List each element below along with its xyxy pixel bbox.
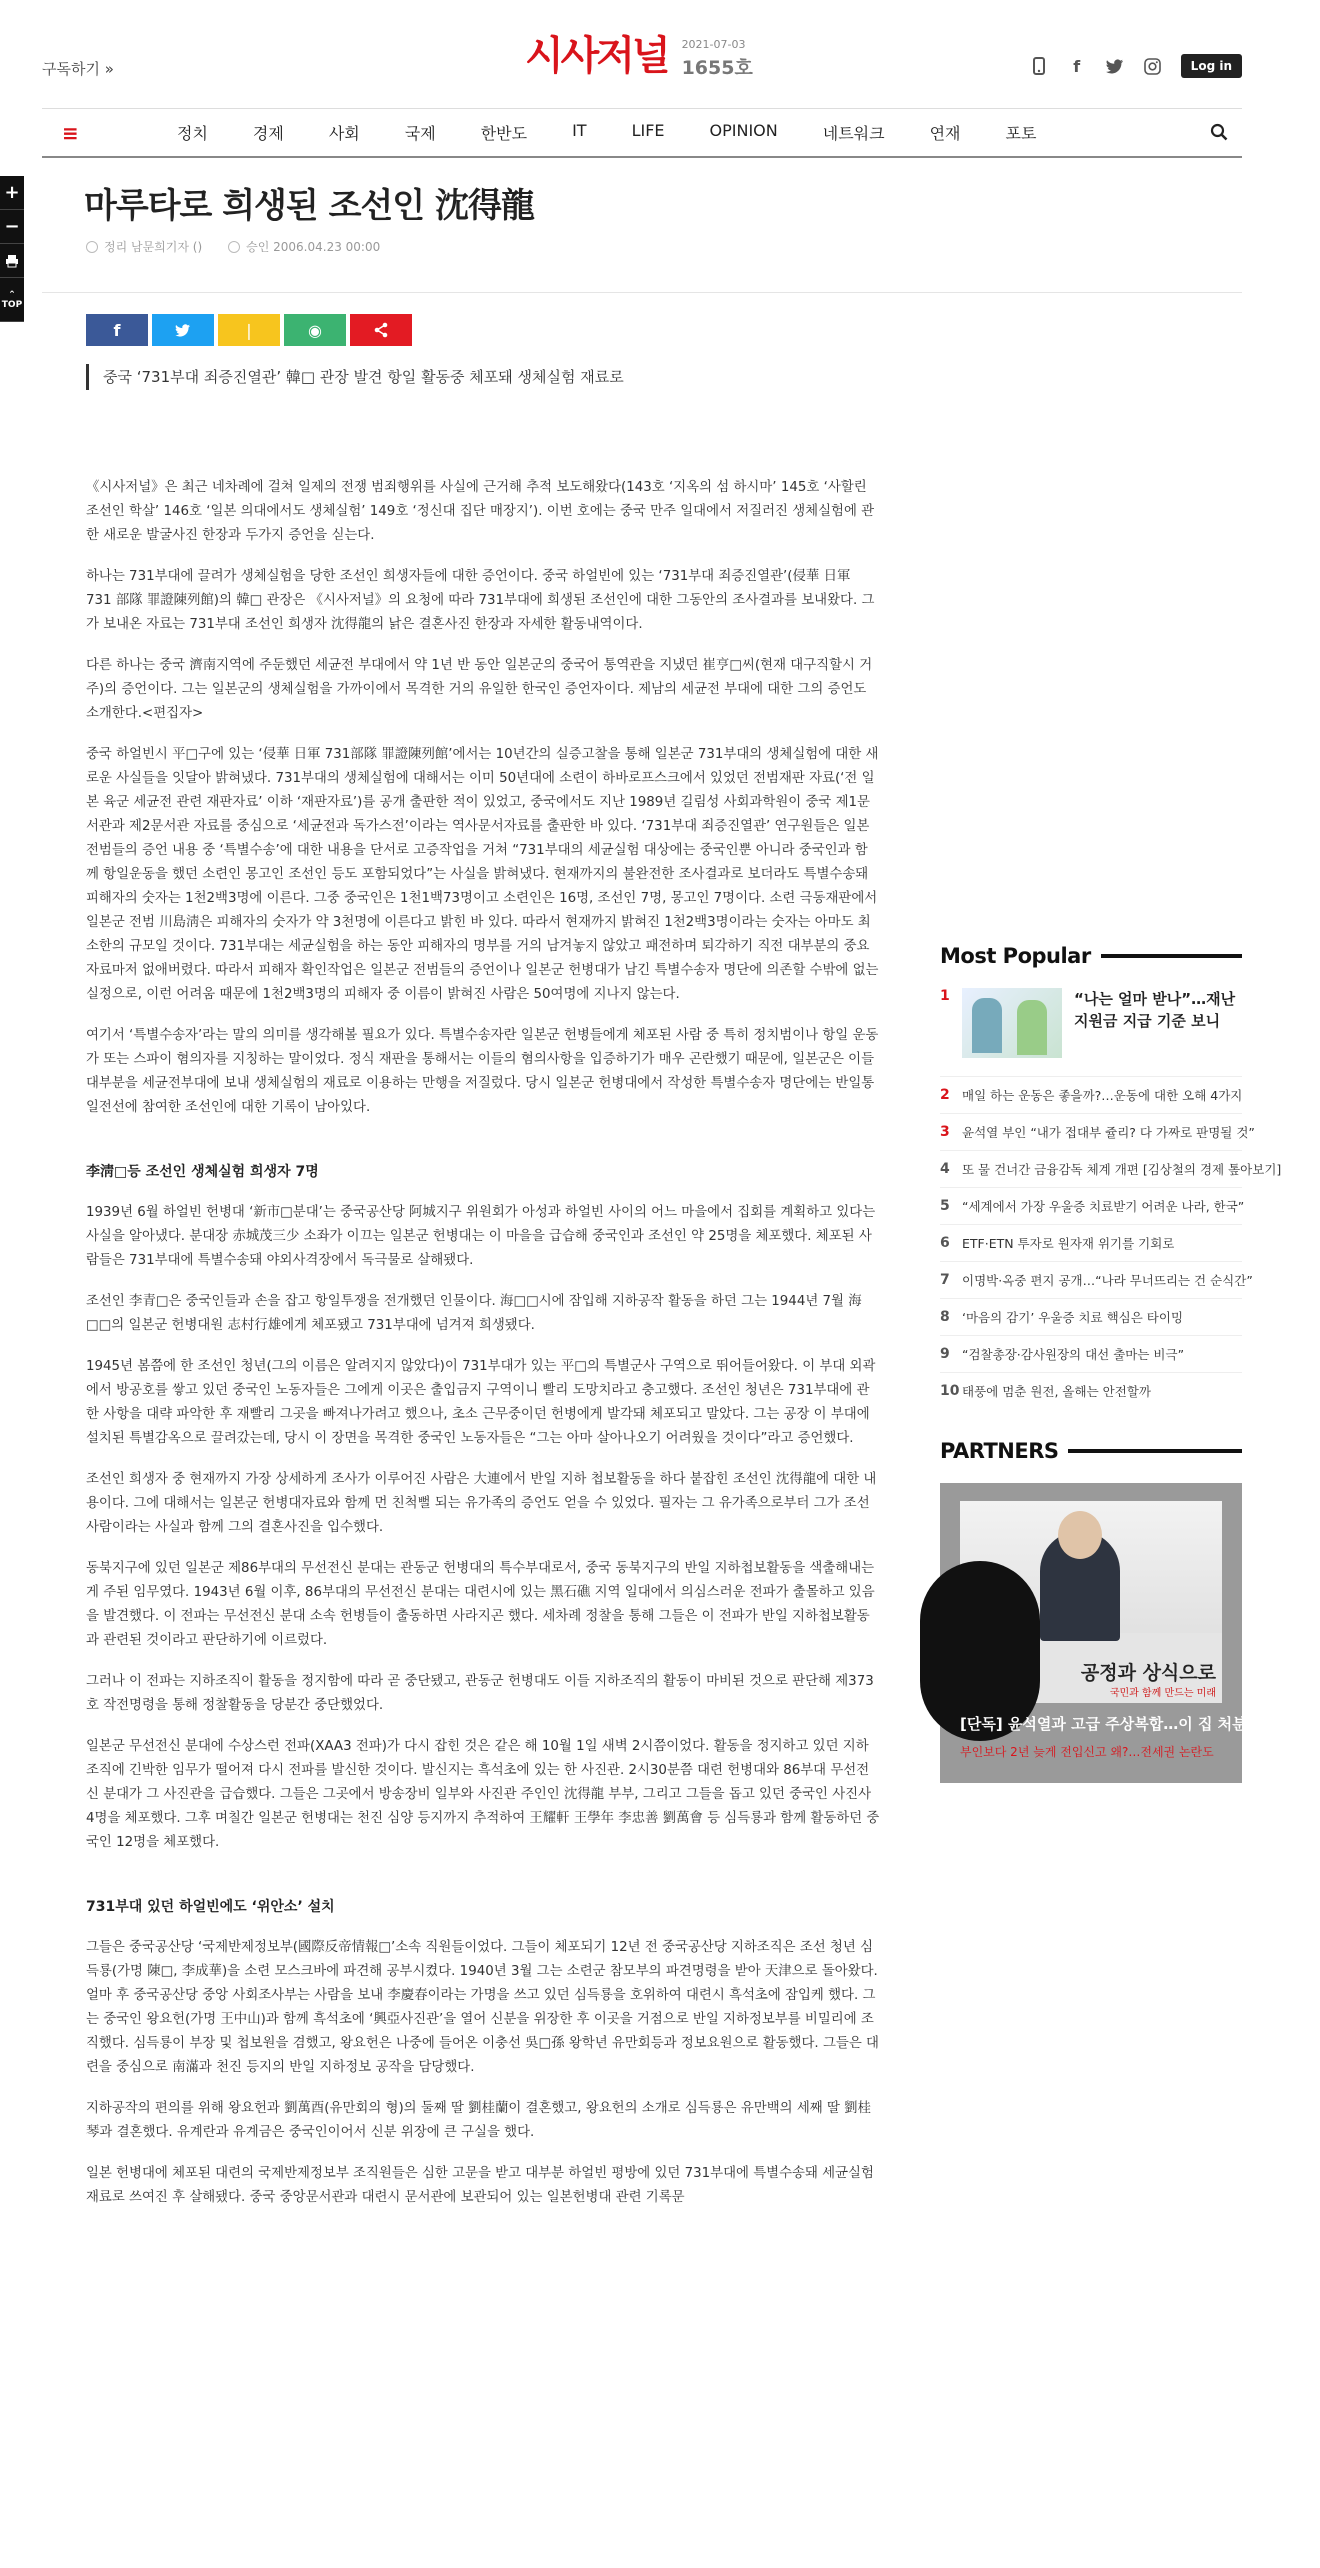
nav-item-network[interactable]: 네트워크 <box>822 124 885 143</box>
partner-caption[interactable]: [단독] 윤석열과 고급 주상복합…이 집 처분 안 한 이유 <box>960 1715 1320 1733</box>
nav-items <box>177 121 1081 144</box>
share-bar <box>86 314 412 346</box>
instagram-icon[interactable] <box>1143 56 1163 76</box>
subscribe-link[interactable]: 구독하기 » <box>42 60 114 78</box>
divider <box>42 292 1242 293</box>
paragraph: 동북지구에 있던 일본군 제86부대의 무선전신 분대는 관동군 헌병대의 특수부대로서, 중국 동북지구의 반일 지하첩보활동을 색출해내는 게 주된 임무였다. 1943년 6월 이후, 86부대의 무선전신 분대는 대련시에 있는 黑石礁 지역 일대에서 의심스러운 전파가 출몰하고 있음을 발견했다. 이 전파는 무선전신 분대 소속 헌병들이 출동하면 사라지곤 했다. 세차례 정찰을 통해 그들은 이 전파가 반일 지하첩보활동과 관련된 것이라고 판단하기에 이르렀다. <box>86 1561 875 1648</box>
issue-date: 2021-07-03 <box>681 38 746 51</box>
issue-info <box>682 38 753 80</box>
rank-number: 8 <box>940 1309 950 1325</box>
popular-item[interactable] <box>940 1076 1242 1113</box>
share-line-button[interactable]: ◉ <box>284 314 346 346</box>
sidebar <box>940 944 1320 1783</box>
nav-item-economy[interactable]: 경제 <box>252 124 284 143</box>
section-heading: 李淸□등 조선인 생체실험 희생자 7명 <box>86 1164 319 1180</box>
partner-subcaption[interactable]: 부인보다 2년 늦게 전입신고 왜?…전세권 논란도 <box>960 1745 1214 1759</box>
rank-number: 4 <box>940 1161 950 1177</box>
partners-section <box>940 1439 1320 1783</box>
popular-title[interactable]: 윤석열 부인 “내가 접대부 쥴리? 다 가짜로 판명될 것” <box>962 1125 1255 1140</box>
nav-item-society[interactable]: 사회 <box>328 124 360 143</box>
rank-number: 6 <box>940 1235 950 1251</box>
masthead <box>525 34 753 80</box>
rank-number: 2 <box>940 1087 950 1103</box>
print-icon[interactable] <box>0 244 24 278</box>
rank-number: 9 <box>940 1346 950 1362</box>
popular-title[interactable]: 매일 하는 운동은 좋을까?…운동에 대한 오해 4가지 <box>962 1088 1243 1103</box>
partner-slogan-sub: 국민과 함께 만드는 미래 <box>1109 1688 1216 1699</box>
most-popular-title: Most Popular <box>940 944 1242 968</box>
partners-title: PARTNERS <box>940 1439 1242 1463</box>
most-popular-list <box>940 988 1282 1409</box>
paragraph: 하나는 731부대에 끌려가 생체실험을 당한 조선인 희생자들에 대한 증언이다. 중국 하얼빈에 있는 ‘731부대 죄증진열관’(侵華 日軍 731 部隊 罪證陳列館)의 韓□ 관장은 《시사저널》의 요청에 따라 731부대에 희생된 조선인에 대한 그동안의 조사결과를 보내왔다. 그가 보내온 자료는 731부대 조선인 희생자 沈得龍의 낡은 결혼사진 한장과 자세한 활동내역이다. <box>86 569 875 632</box>
facebook-icon[interactable]: f <box>1073 56 1081 76</box>
twitter-icon[interactable] <box>1105 56 1125 76</box>
popular-title[interactable]: 이명박·옥중 편지 공개…“나라 무너뜨리는 건 순식간” <box>962 1273 1253 1288</box>
popular-item[interactable] <box>940 1150 1282 1187</box>
search-icon[interactable] <box>1210 123 1230 143</box>
section-heading: 731부대 있던 하얼빈에도 ‘위안소’ 설치 <box>86 1899 335 1915</box>
rank-number: 3 <box>940 1124 950 1140</box>
side-tools <box>0 176 24 322</box>
share-link-button[interactable] <box>350 314 412 346</box>
popular-thumbnail[interactable] <box>962 988 1062 1058</box>
popular-title[interactable]: “나는 얼마 받나”…재난지원금 지급 기준 보니 <box>1074 990 1236 1030</box>
popular-title[interactable]: 또 물 건너간 금융감독 체계 개편 [김상철의 경제 톺아보기] <box>962 1162 1282 1177</box>
popular-item[interactable] <box>940 988 1242 1058</box>
nav-item-life[interactable]: LIFE <box>631 121 665 140</box>
mobile-icon[interactable] <box>1029 56 1049 76</box>
popular-title[interactable]: 태풍에 멈춘 원전, 올해는 안전할까 <box>962 1384 1151 1399</box>
paragraph: 일본 헌병대에 체포된 대련의 국제반제정보부 조직원들은 심한 고문을 받고 대부분 하얼빈 평방에 있던 731부대에 특별수송돼 세균실험 재료로 쓰여진 후 살해됐다. 중국 중앙문서관과 대련시 문서관에 보관되어 있는 일본헌병대 관련 기록문 <box>86 2166 874 2205</box>
menu-icon[interactable]: ≡ <box>62 120 79 145</box>
popular-item[interactable] <box>940 1187 1245 1224</box>
paragraph: 다른 하나는 중국 濟南지역에 주둔했던 세균전 부대에서 약 1년 반 동안 일본군의 중국어 통역관을 지냈던 崔亨□씨(현재 대구직할시 거주)의 증언이다. 그는 일본군의 생체실험을 가까이에서 목격한 거의 유일한 한국인 증언자이다. 제남의 세균전 부대에 대한 그의 증언도 소개한다.<편집자> <box>86 658 873 721</box>
paragraph: 중국 하얼빈시 平□구에 있는 ‘侵華 日軍 731部隊 罪證陳列館’에서는 10년간의 실증고찰을 통해 일본군 731부대의 생체실험에 대한 새로운 사실들을 잇달아 밝혀냈다. 731부대의 생체실험에 대해서는 이미 50년대에 소련이 하바로프스크에서 있었던 전범재판 자료(‘전 일본 육군 세균전 관련 재판자료’ 이하 ‘재판자료’)를 공개 출판한 적이 있었고, 중국에서도 지난 1989년 길림성 사회과학원이 중국 제1문서관과 제2문서관 자료를 중심으로 ‘세균전과 독가스전’이라는 역사문서자료를 출판한 바 있다. ‘731부대 죄증진열관’ 연구원들은 일본 전범들의 증언 내용 중 ‘특별수송’에 대한 내용을 단서로 고증작업을 거쳐 “731부대의 세균실험 대상에는 중국인뿐 아니라 중국인과 함께 항일운동을 했던 소련인 몽고인 조선인 등도 포함되었다”는 사실을 밝혀냈다. 현재까지의 불완전한 조사결과로 보더라도 특별수송돼 피해자의 숫자는 1천2백3명에 이른다. 그중 중국인은 1천1백73명이고 소련인은 16명, 조선인 7명, 몽고인 7명이다. 소련 극동재판에서 일본군 전범 川島淸은 피해자의 숫자가 약 3천명에 이른다고 밝힌 바 있다. 따라서 현재까지 밝혀진 1천2백3명이라는 숫자는 아마도 최소한의 규모일 것이다. 731부대는 세균실험을 하는 동안 피해자의 명부를 거의 남겨놓지 않았고 패전하며 퇴각하기 직전 대부분의 중요자료마저 없애버렸다. 따라서 피해자 확인작업은 일본군 전범들의 증언이나 일본군 헌병대가 남긴 특별수송자 명단에 의존할 수밖에 없는 실정으로, 이런 어려움 때문에 1천2백3명의 피해자 중 이름이 밝혀진 사람은 50여명에 지나지 않는다. <box>86 747 879 1002</box>
partner-card[interactable] <box>940 1483 1320 1783</box>
nav-item-politics[interactable]: 정치 <box>177 124 208 143</box>
chevron-up-icon: ⌃ <box>8 289 16 300</box>
article-body <box>86 476 880 2227</box>
nav-item-series[interactable]: 연재 <box>929 124 961 143</box>
partner-image[interactable] <box>960 1501 1222 1703</box>
popular-item[interactable] <box>940 1335 1242 1372</box>
scroll-top-button[interactable] <box>0 278 24 322</box>
rank-number: 10 <box>940 1383 960 1399</box>
paragraph: 1945년 봄쯤에 한 조선인 청년(그의 이름은 알려지지 않았다)이 731부대가 있는 平□의 특별군사 구역으로 뛰어들어왔다. 이 부대 외곽에서 방공호를 쌓고 있던 중국인 노동자들은 그에게 이곳은 출입금지 구역이니 빨리 도망치라고 충고했다. 조선인 청년은 731부대에 관한 사항을 대략 파악한 후 재빨리 그곳을 빠져나가려고 했으나, 초소 근무중이던 헌병에게 발각돼 체포되고 말았다. 그는 공장 이 부대에 설치된 특별감옥으로 끌려갔는데, 당시 이 장면을 목격한 중국인 노동자들은 “그는 아마 살아나오기 어려웠을 것이다”라고 증언했다. <box>86 1359 876 1446</box>
article-title: 마루타로 희생된 조선인 沈得龍 <box>84 186 534 226</box>
zoom-out-icon[interactable]: − <box>0 210 24 244</box>
popular-title[interactable]: ETF·ETN 투자로 원자재 위기를 기회로 <box>962 1236 1175 1251</box>
author <box>86 238 202 255</box>
rank-number: 1 <box>940 988 950 1004</box>
article-subtitle: 중국 ‘731부대 죄증진열관’ 韓□ 관장 발견 항일 활동중 체포돼 생체실험 재료로 <box>86 364 624 390</box>
nav-item-korean-peninsula[interactable]: 한반도 <box>480 124 528 143</box>
main-nav <box>42 108 1242 158</box>
paragraph: 일본군 무선전신 분대에 수상스런 전파(XAA3 전파)가 다시 잡힌 것은 같은 해 10월 1일 새벽 2시쯤이었다. 활동을 정지하고 있던 지하조직에 긴박한 임무가 떨어져 다시 전파를 발신한 것이다. 발신지는 흑석초에 있는 한 사진관. 2시30분쯤 대련 헌병대와 86부대 무선전신 분대가 그 사진관을 급습했다. 그들은 그곳에서 방송장비 일부와 사진관 주인인 沈得龍 부부, 그리고 그들을 돕고 있던 중국인 사진사 4명을 체포했다. 그후 며칠간 일본군 헌병대는 천진 심양 등지까지 추적하여 王耀軒 王學年 李忠善 劉萬會 등 심득룡과 함께 활동하던 중국인 12명을 체포했다. <box>86 1739 880 1850</box>
paragraph: 지하공작의 편의를 위해 왕요헌과 劉萬酉(유만회의 형)의 둘째 딸 劉桂蘭이 결혼했고, 왕요헌의 소개로 심득룡은 유만백의 세째 딸 劉桂琴과 결혼했다. 유계란과 유계금은 중국인이어서 신분 위장에 큰 구실을 했다. <box>86 2101 871 2140</box>
rank-number: 5 <box>940 1198 950 1214</box>
nav-item-photo[interactable]: 포토 <box>1005 124 1037 143</box>
paragraph: 그러나 이 전파는 지하조직이 활동을 정지함에 따라 곧 중단됐고, 관동군 헌병대도 이들 지하조직의 활동이 마비된 것으로 판단해 제373호 작전명령을 통해 정찰활동을 당분간 중단했었다. <box>86 1674 874 1713</box>
share-kakaostory-button[interactable]: ❘ <box>218 314 280 346</box>
share-twitter-button[interactable] <box>152 314 214 346</box>
issue-number: 1655호 <box>681 57 753 79</box>
paragraph: 그들은 중국공산당 ‘국제반제정보부(國際反帝情報□’소속 직원들이었다. 그들이 체포되기 12년 전 중국공산당 지하조직은 조선 청년 심득룡(가명 陳□, 李成華)을 소련 모스크바에 파견해 공부시켰다. 1940년 3월 그는 소련군 참모부의 파견명령을 받아 天津으로 돌아왔다. 얼마 후 중국공산당 중앙 사회조사부는 사람을 보내 李慶春이라는 가명을 쓰고 있던 심득룡을 호위하여 대련시 흑석초에 잠입케 했다. 그는 중국인 왕요헌(가명 王中山)과 함께 흑석초에 ‘興亞사진관’을 열어 신분을 위장한 후 이곳을 거점으로 반일 지하정보부를 비밀리에 조직했다. 심득룡이 부장 및 첩보원을 겸했고, 왕요헌은 나중에 들어온 이충선 吳□孫 왕학년 유만회등과 정보요원으로 활동했다. 그들은 대련을 중심으로 南滿과 천진 등지의 반일 지하정보 공작을 담당했다. <box>86 1940 879 2075</box>
popular-item[interactable] <box>940 1261 1253 1298</box>
top-icons <box>1029 54 1242 78</box>
top-header <box>0 0 1284 100</box>
paragraph: 1939년 6월 하얼빈 헌병대 ‘新市□분대’는 중국공산당 阿城지구 위원회가 아성과 하얼빈 사이의 어느 마을에서 집회를 계획하고 있다는 사실을 알아냈다. 분대장 赤城茂三少 소좌가 이끄는 일본군 헌병대는 이 마을을 급습해 중국인과 조선인 약 25명을 체포했다. 체포된 사람들은 731부대에 특별수송돼 야외사격장에서 독극물로 살해됐다. <box>86 1205 876 1268</box>
zoom-in-icon[interactable]: + <box>0 176 24 210</box>
clock-icon <box>228 241 240 253</box>
nav-item-it[interactable]: IT <box>572 121 587 140</box>
rank-number: 7 <box>940 1272 950 1288</box>
date-text: 승인 2006.04.23 00:00 <box>246 240 381 254</box>
share-facebook-button[interactable]: f <box>86 314 148 346</box>
login-button[interactable]: Log in <box>1181 54 1242 78</box>
nav-item-opinion[interactable]: OPINION <box>709 121 778 140</box>
popular-item[interactable] <box>940 1298 1242 1335</box>
paragraph: 여기서 ‘특별수송자’라는 말의 의미를 생각해볼 필요가 있다. 특별수송자란 일본군 헌병들에게 체포된 사람 중 특히 정치범이나 항일 운동가 또는 스파이 혐의자를 지칭하는 말이었다. 정식 재판을 통해서는 이들의 혐의사항을 입증하기가 매우 곤란했기 때문에, 일본군은 이들 대부분을 세균전부대에 보내 생체실험의 재료로 이용하는 만행을 저질렀다. 당시 일본군 헌병대에서 작성한 특별수송자 명단에는 반일통일전선에 참여한 조선인에 대한 기록이 남아있다. <box>86 1028 879 1115</box>
popular-title[interactable]: “검찰총장·감사원장의 대선 출마는 비극” <box>962 1347 1185 1362</box>
top-label: TOP <box>1 299 23 310</box>
popular-item[interactable] <box>940 1224 1242 1261</box>
paragraph: 조선인 李青□은 중국인들과 손을 잡고 항일투쟁을 전개했던 인물이다. 海□□시에 잠입해 지하공작 활동을 하던 그는 1944년 7월 海□□의 일본군 헌병대원 志村行雄에게 체포됐고 731부대에 넘겨져 희생됐다. <box>86 1294 862 1333</box>
article-meta <box>86 238 380 255</box>
site-logo[interactable]: 시사저널 <box>525 33 668 79</box>
nav-item-international[interactable]: 국제 <box>404 124 436 143</box>
user-icon <box>86 241 98 253</box>
popular-title[interactable]: “세계에서 가장 우울증 치료받기 어려운 나라, 한국” <box>962 1199 1245 1214</box>
popular-item[interactable] <box>940 1113 1255 1150</box>
partner-slogan: 공정과 상식으로 <box>1080 1662 1216 1684</box>
paragraph: 《시사저널》은 최근 네차례에 걸쳐 일제의 전쟁 범죄행위를 사실에 근거해 추적 보도해왔다(143호 ‘지옥의 섬 하시마’ 145호 ‘사할린 조선인 학살’ 146호 ‘일본 의대에서도 생체실험’ 149호 ‘정신대 집단 매장지’). 이번 호에는 중국 만주 일대에서 저질러진 생체실험에 관한 새로운 발굴사진 한장과 두가지 증언을 싣는다. <box>86 480 875 543</box>
publish-date <box>228 238 380 255</box>
popular-item[interactable] <box>940 1372 1242 1409</box>
paragraph: 조선인 희생자 중 현재까지 가장 상세하게 조사가 이루어진 사람은 大連에서 반일 지하 첩보활동을 하다 붙잡힌 조선인 沈得龍에 대한 내용이다. 그에 대해서는 일본군 헌병대자료와 함께 먼 친척뻘 되는 유가족의 증언도 얻을 수 있었다. 필자는 그 유가족으로부터 그가 조선사람이라는 사실과 함께 그의 결혼사진을 입수했다. <box>86 1472 877 1535</box>
popular-title[interactable]: ‘마음의 감기’ 우울증 치료 핵심은 타이밍 <box>962 1310 1184 1325</box>
author-text: 정리 남문희기자 () <box>104 240 203 254</box>
